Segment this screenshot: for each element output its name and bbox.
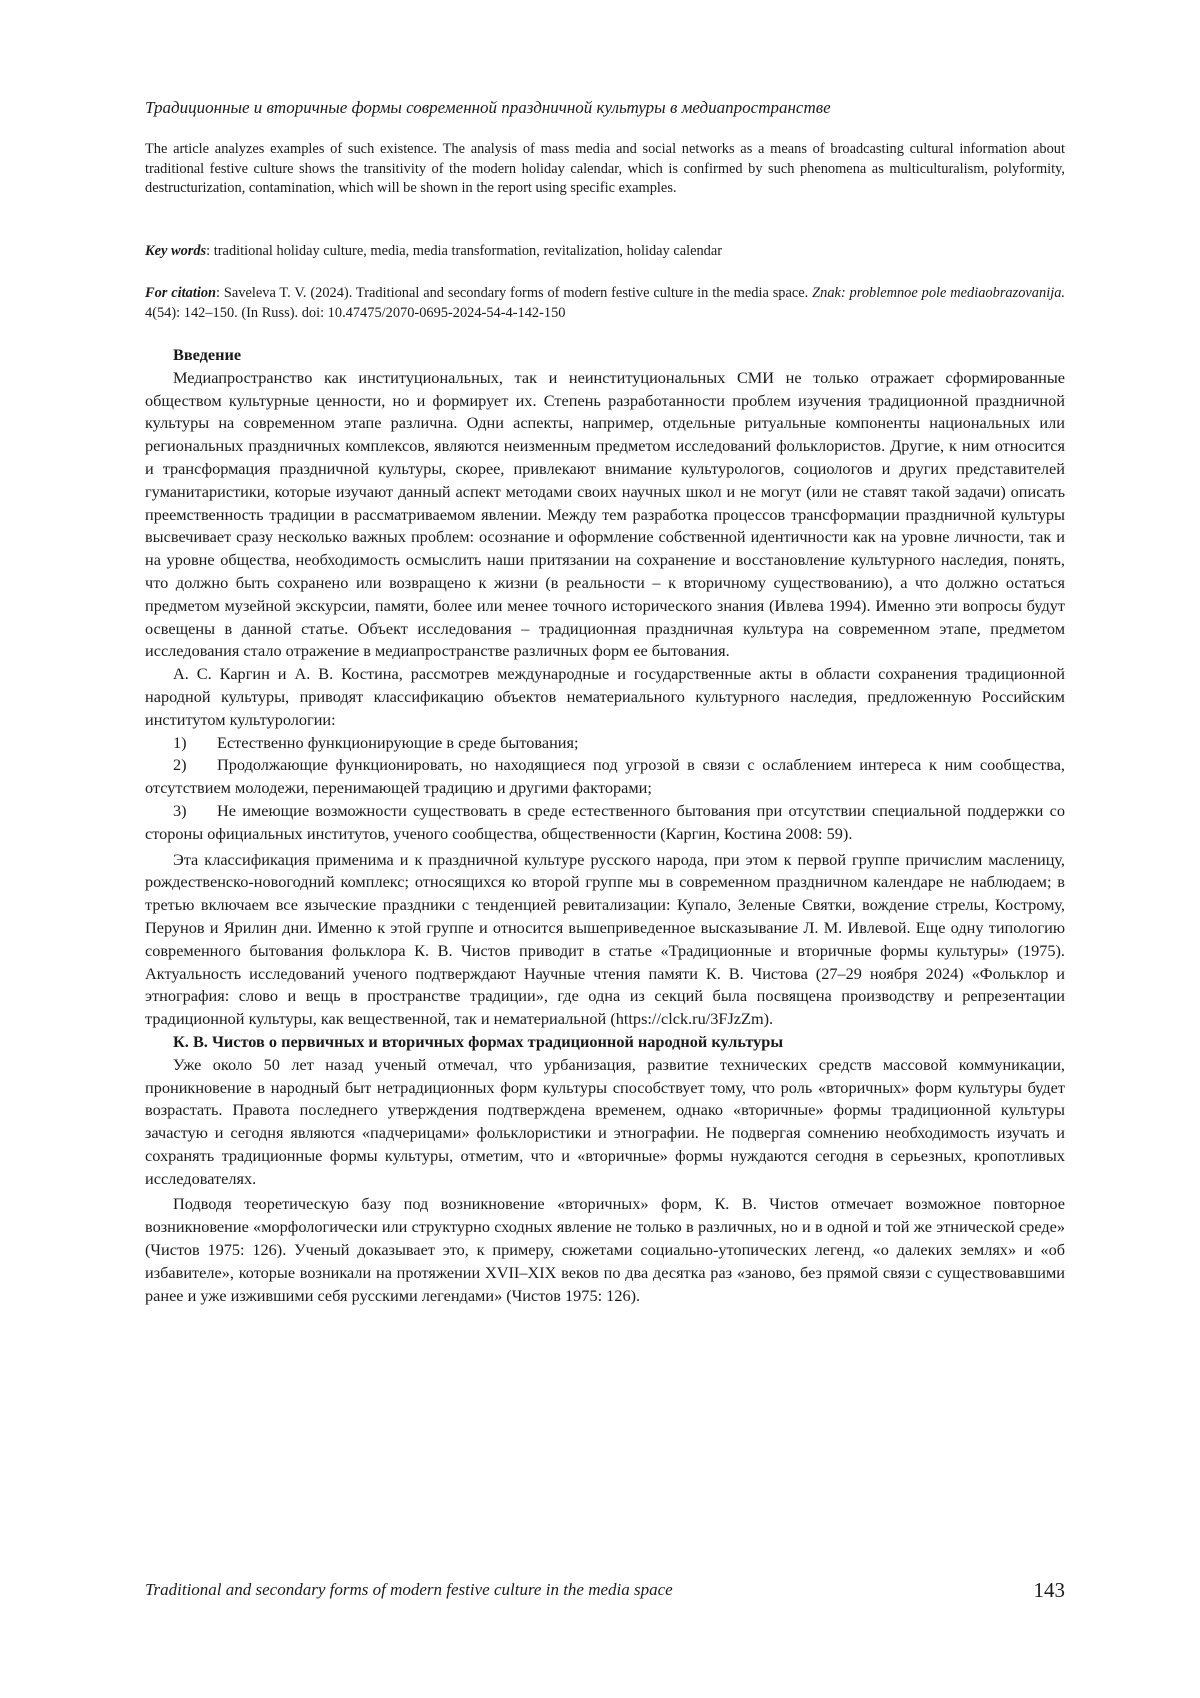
list-item-number: 3): [173, 800, 187, 820]
section-heading-chistov: К. В. Чистов о первичных и вторичных формах традиционной народной культуры: [173, 1031, 784, 1051]
citation-label: For citation: [145, 285, 217, 301]
paragraph: А. С. Каргин и А. В. Костина, рассмотрев международные и государственные акты в области сохранения традиционной народной культуры, приводят классификацию объектов нематериального культурного наследия, предложенную Российским институтом культурологии:: [145, 664, 1065, 729]
list-item-number: 1): [173, 732, 187, 752]
citation-text-before: : Saveleva T. V. (2024). Traditional and secondary forms of modern festive culture in the media space.: [216, 285, 813, 301]
page-number: 143: [1033, 1578, 1065, 1602]
running-header: Традиционные и вторичные формы современной праздничной культуры в медиапространстве: [145, 98, 831, 117]
list-item: [145, 800, 1065, 846]
keywords-label: Key words: [145, 243, 207, 259]
paragraph: Уже около 50 лет назад ученый отмечал, что урбанизация, развитие технических средств массовой коммуникации, проникновение в народный быт нетрадиционных форм культуры способствует тому, что роль «вторичных» форм культуры будет возрастать. Правота последнего утверждения подтверждена временем, однако «вторичные» формы традиционной культуры зачастую и сегодня являются «падчерицами» фольклористики и этнографии. Не подвергая сомнению необходимость изучать и сохранять традиционные формы культуры, отметим, что и «вторичные» формы нуждаются сегодня в серьезных, кропотливых исследователях.: [145, 1054, 1065, 1188]
list-item-text: Не имеющие возможности существовать в среде естественного бытования при отсутствии специальной поддержки со стороны официальных институтов, ученого сообщества, общественности (Каргин, Костина 2008: 59).: [145, 800, 1065, 843]
section-heading-introduction: Введение: [173, 345, 242, 364]
keywords-text: : traditional holiday culture, media, media transformation, revitalization, holiday calendar: [206, 243, 723, 259]
running-footer: Traditional and secondary forms of modern festive culture in the media space: [145, 1580, 673, 1599]
paragraph: Эта классификация применима и к праздничной культуре русского народа, при этом к первой группе причислим масленицу, рождественско-новогодний комплекс; относящихся ко второй группе мы в современном праздничном календаре не наблюдаем; в третью включаем все языческие праздники с тенденцией ревитализации: Купало, Зеленые Святки, вождение стрелы, Кострому, Перунов и Ярилин дни. Именно к этой группе и относится вышеприведенное высказывание Л. М. Ивлевой. Еще одну типологию современного бытования фольклора К. В. Чистов приводит в статье «Традиционные и вторичные формы культуры» (1975). Актуальность исследований ученого подтверждают Научные чтения памяти К. В. Чистова (27–29 ноября 2024) «Фольклор и этнография: слово и вещь в пространстве традиции», где одна из секций была посвящена производству и репрезентации традиционной культуры, как вещественной, так и нематериальной (https://clck.ru/3FJzZm).: [145, 849, 1065, 1029]
paragraph: Подводя теоретическую базу под возникновение «вторичных» форм, К. В. Чистов отмечает возможное повторное возникновение «морфологически или структурно сходных явление не только в различных, но и в одной и той же этнической среде» (Чистов 1975: 126). Ученый доказывает это, к примеру, сюжетами социально-утопических легенд, «о далеких землях» и «об избавителе», которые возникали на протяжении XVII–XIX веков по два десятка раз «заново, без прямой связи с существовавшими ранее и уже изжившими себя русскими легендами» (Чистов 1975: 126).: [145, 1194, 1065, 1305]
journal-page: [145, 0, 1065, 1698]
list-item-text: Естественно функционирующие в среде бытования;: [217, 732, 579, 752]
list-item: [145, 732, 1065, 755]
keywords-line: [145, 242, 1065, 262]
citation-journal: Znak: problemnoe pole mediaobrazovanija.: [812, 285, 1065, 301]
article-body: [145, 344, 1065, 1307]
abstract-english: The article analyzes examples of such existence. The analysis of mass media and social networks as a means of broadcasting cultural information about traditional festive culture shows the transitivity of the modern holiday calendar, which is confirmed by such phenomena as multiculturalism, polyformity, destructurization, contamination, which will be shown in the report using specific examples.: [145, 141, 1065, 196]
list-item-number: 2): [173, 755, 187, 775]
paragraph: Медиапространство как институциональных, так и неинституциональных СМИ не только отражает сформированные обществом культурные ценности, но и формирует их. Степень разработанности проблем изучения традиционной праздничной культуры на современном этапе различна. Одни аспекты, например, отдельные ритуальные компоненты национальных или региональных праздничных комплексов, являются неизменным предметом исследований фольклористов. Другие, к ним относится и трансформация праздничной культуры, скорее, привлекают внимание культурологов, социологов и других представителей гуманитаристики, которые изучают данный аспект методами своих научных школ и не могут (или не ставят такой задачи) описать преемственность традиции в рассматриваемом явлении. Между тем разработка процессов трансформации праздничной культуры высвечивает сразу несколько важных проблем: осознание и оформление собственной идентичности как на уровне личности, так и на уровне общества, необходимость осмыслить наши притязании на сохранение и восстановление культурного наследия, понять, что должно быть сохранено или возвращено к жизни (в реальности – к вторичному существованию), а что должно остаться предметом музейной экскурсии, памяти, более или менее точного исторического знания (Ивлева 1994). Именно эти вопросы будут освещены в данной статье. Объект исследования – традиционная праздничная культура на современном этапе, предметом исследования стало отражение в медиапространстве различных форм ее бытования.: [145, 367, 1065, 661]
citation-text-after: 4(54): 142–150. (In Russ). doi: 10.47475/2070-0695-2024-54-4-142-150: [145, 305, 566, 321]
list-item-text: Продолжающие функционировать, но находящиеся под угрозой в связи с ослаблением интереса к ним сообщества, отсутствием молодежи, перенимающей традицию и другими факторами;: [145, 755, 1065, 798]
list-item: [145, 754, 1065, 800]
citation-block: [145, 283, 1065, 323]
